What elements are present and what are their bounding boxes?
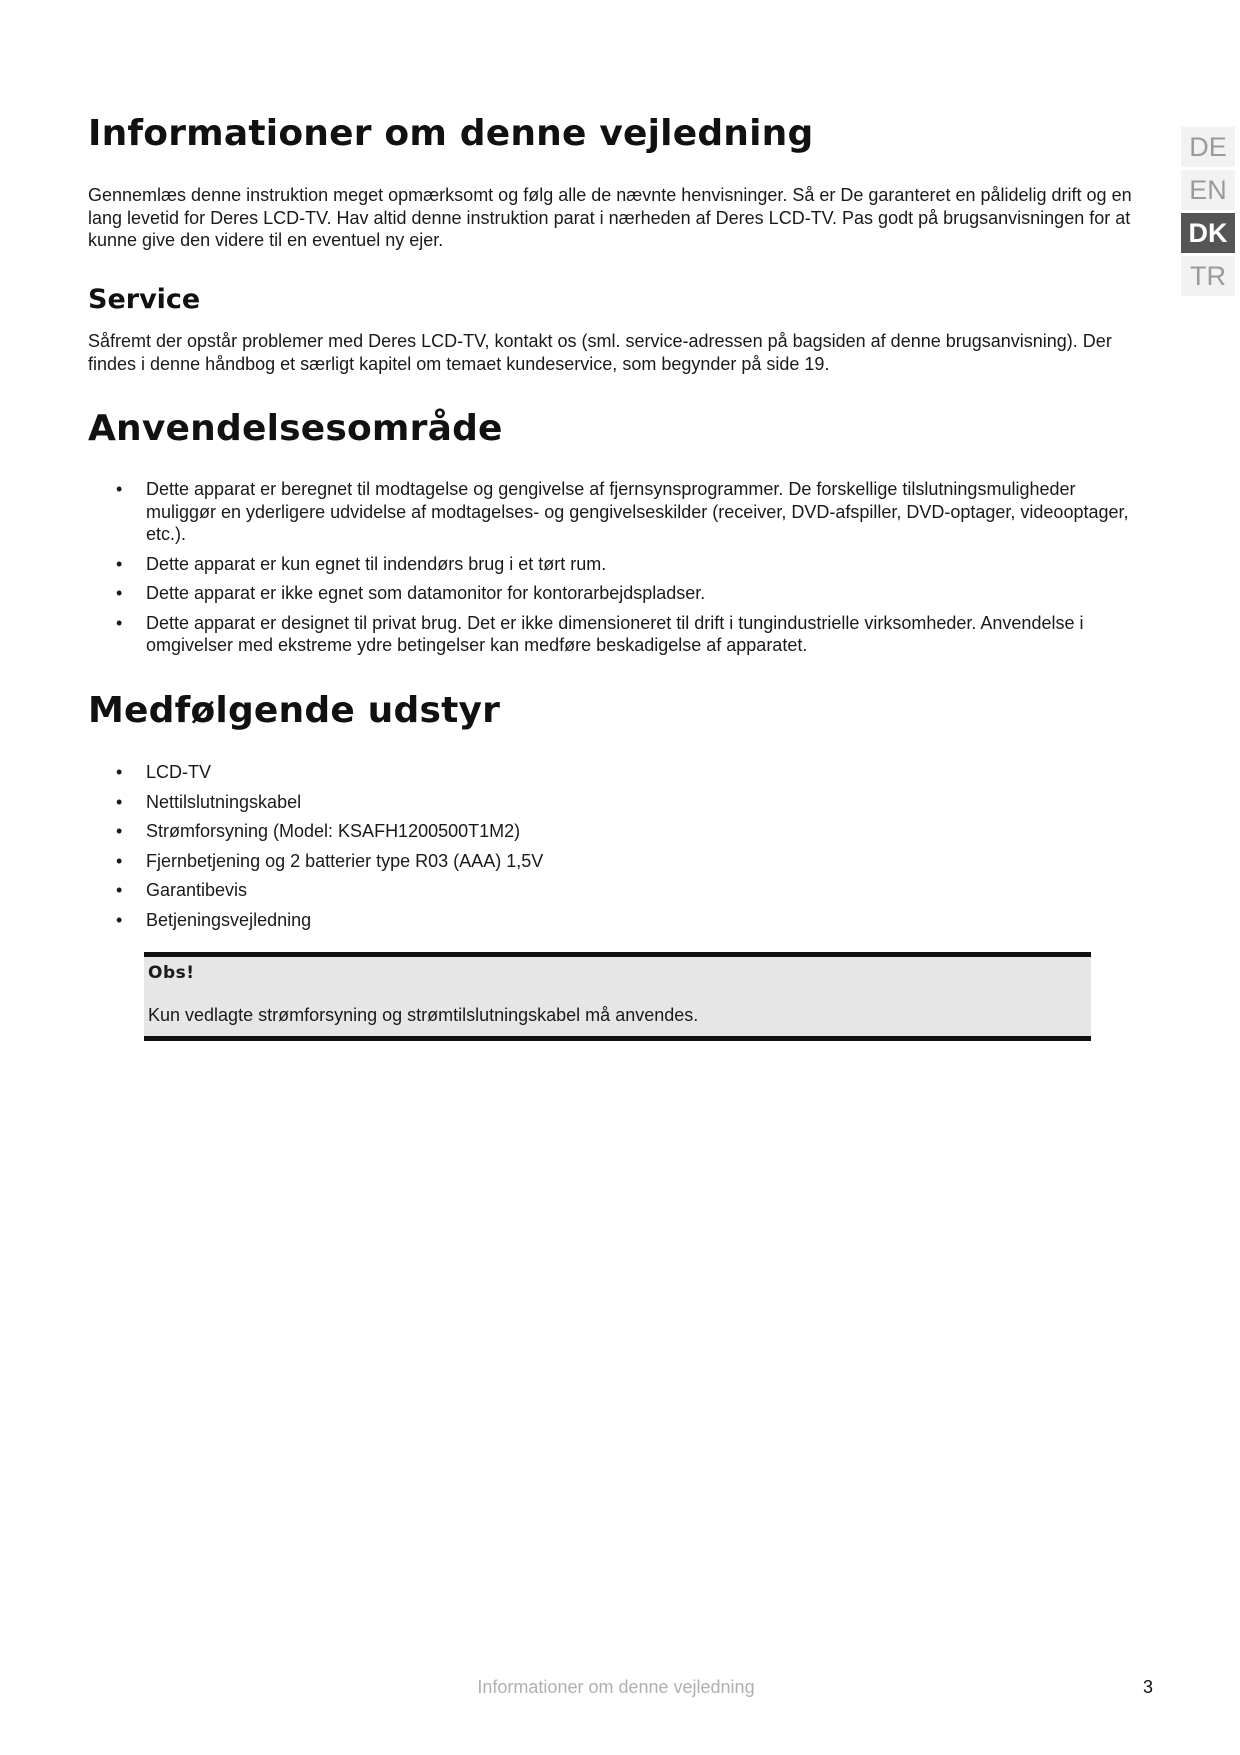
list-item: • Garantibevis xyxy=(88,879,1148,902)
about-heading: Informationer om denne vejledning xyxy=(88,113,814,154)
list-item: • Dette apparat er ikke egnet som datamonitor for kontorarbejdspladser. xyxy=(88,582,1148,605)
list-item: • Fjernbetjening og 2 batterier type R03 (AAA) 1,5V xyxy=(88,850,1148,873)
list-item: • Dette apparat er beregnet til modtagelse og gengivelse af fjernsynsprogrammer. De forskellige tilslutningsmuligheder muliggør en yderligere udvidelse af modtagelses- og gengivelseskilder (receiver, DVD-afspiller, DVD-optager, videooptager, etc.). xyxy=(88,478,1148,546)
usage-heading: Anvendelsesområde xyxy=(88,408,503,449)
list-item: • Dette apparat er kun egnet til indendørs brug i et tørt rum. xyxy=(88,553,1148,576)
language-tab-dk[interactable]: DK xyxy=(1181,213,1235,253)
note-text: Kun vedlagte strømforsyning og strømtilslutningskabel må anvendes. xyxy=(148,1005,699,1025)
list-item: • LCD-TV xyxy=(88,761,1148,784)
contents-heading: Medfølgende udstyr xyxy=(88,690,501,731)
note-box xyxy=(144,952,1091,1041)
usage-list xyxy=(88,478,1148,657)
service-paragraph: Såfremt der opstår problemer med Deres LCD-TV, kontakt os (sml. service-adressen på bagsiden af denne brugsanvisning). Der findes i denne håndbog et særligt kapitel om temaet kundeservice, som begynder på side 19. xyxy=(88,331,1112,374)
note-title: Obs! xyxy=(148,963,195,983)
language-tab-de[interactable]: DE xyxy=(1181,127,1235,167)
page-number: 3 xyxy=(1143,1677,1154,1697)
list-item: • Betjeningsvejledning xyxy=(88,909,1148,932)
language-tab-en[interactable]: EN xyxy=(1181,170,1235,210)
contents-list xyxy=(88,761,1148,931)
footer-title: Informationer om denne vejledning xyxy=(477,1677,755,1697)
about-paragraph: Gennemlæs denne instruktion meget opmærksomt og følg alle de nævnte henvisninger. Så er De garanteret en pålidelig drift og en lang levetid for Deres LCD-TV. Hav altid denne instruktion parat i nærheden af Deres LCD-TV. Pas godt på brugsanvisningen for at kunne give den videre til en eventuel ny ejer. xyxy=(88,185,1132,250)
list-item: • Nettilslutningskabel xyxy=(88,791,1148,814)
list-item: • Dette apparat er designet til privat brug. Det er ikke dimensioneret til drift i tungindustrielle virksomheder. Anvendelse i omgivelser med ekstreme ydre betingelser kan medføre beskadigelse af apparatet. xyxy=(88,612,1148,657)
list-item: • Strømforsyning (Model: KSAFH1200500T1M2) xyxy=(88,820,1148,843)
language-tabs xyxy=(1181,127,1235,299)
language-tab-tr[interactable]: TR xyxy=(1181,256,1235,296)
service-heading: Service xyxy=(88,284,201,315)
